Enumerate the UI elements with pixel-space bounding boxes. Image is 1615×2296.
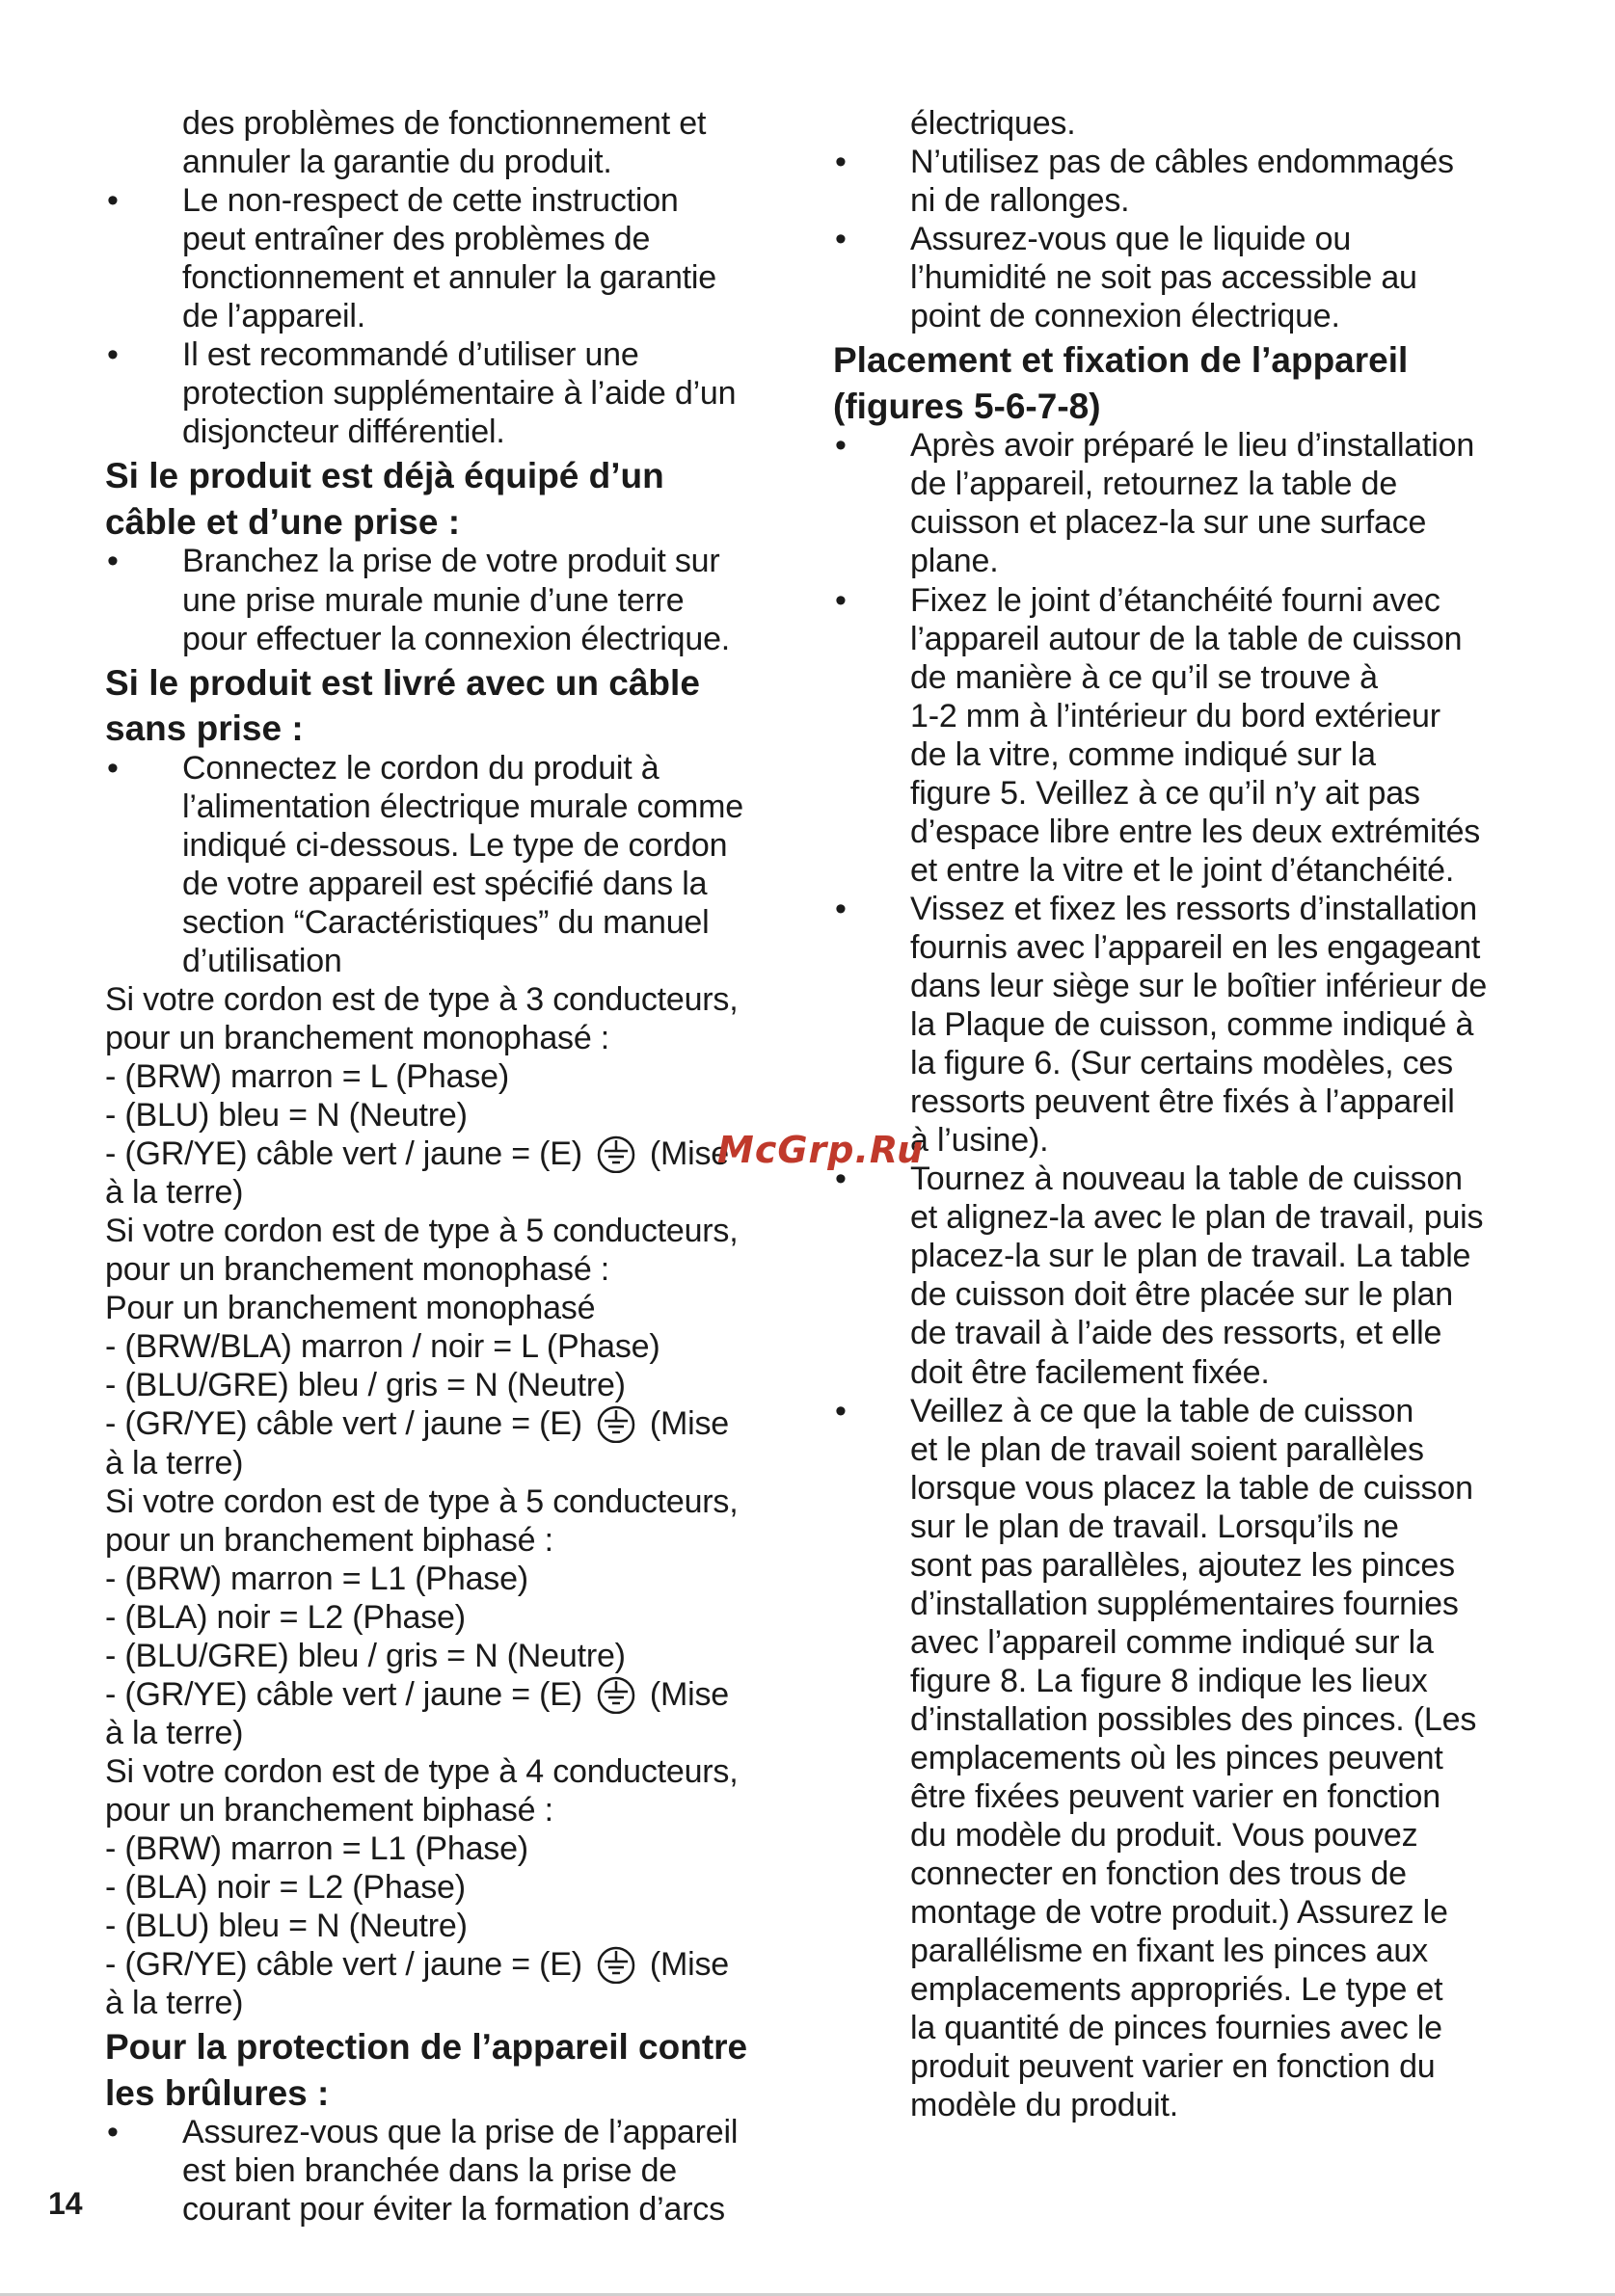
- text-line: [182, 2151, 677, 2190]
- line-text: la figure 6. (Sur certains modèles, ces: [910, 1045, 1453, 1082]
- text-line: [910, 1546, 1455, 1585]
- text-line: [182, 865, 707, 903]
- line-text: - (BRW) marron = L1 (Phase): [105, 1830, 528, 1867]
- line-text: Pour la protection de l’appareil contre: [105, 2027, 748, 2068]
- text-line: [910, 851, 1454, 890]
- text-line: [105, 1637, 626, 1675]
- line-text: l’appareil autour de la table de cuisson: [910, 620, 1463, 657]
- text-line: [182, 297, 365, 335]
- text-line: [910, 1932, 1428, 1970]
- line-text: les brûlures :: [105, 2072, 330, 2113]
- text-line: [105, 1560, 528, 1598]
- line-text: Si votre cordon est de type à 4 conducteurs,: [105, 1752, 739, 1790]
- line-text: Tournez à nouveau la table de cuisson: [910, 1161, 1463, 1198]
- line-text: connecter en fonction des trous de: [910, 1855, 1407, 1893]
- text-line: [105, 1791, 553, 1829]
- line-text: de manière à ce qu’il se trouve à: [910, 658, 1378, 696]
- line-text: Si votre cordon est de type à 3 conducteurs,: [105, 980, 739, 1018]
- bullet-marker: •: [835, 427, 847, 465]
- line-text: la Plaque de cuisson, comme indiqué à: [910, 1006, 1474, 1044]
- text-line: [182, 749, 659, 788]
- bullet-marker: •: [107, 543, 119, 580]
- text-line: [910, 813, 1480, 851]
- text-line: [910, 1816, 1417, 1855]
- text-line: [910, 1893, 1448, 1932]
- line-text: annuler la garantie du produit.: [182, 144, 612, 181]
- text-line: [910, 1314, 1441, 1352]
- line-text: Placement et fixation de l’appareil: [833, 340, 1409, 381]
- text-line: [910, 620, 1462, 658]
- line-text: emplacements où les pinces peuvent: [910, 1740, 1443, 1776]
- text-line: [105, 1675, 729, 1714]
- line-text: montage de votre produit.) Assurez le: [910, 1894, 1448, 1932]
- line-text: point de connexion électrique.: [910, 298, 1340, 335]
- line-text: protection supplémentaire à l’aide d’un: [182, 375, 737, 413]
- text-line: [182, 903, 710, 942]
- line-text: doit être facilement fixée.: [910, 1353, 1270, 1391]
- line-text: à la terre): [105, 1985, 244, 2022]
- line-text: ressorts peuvent être fixés à l’appareil: [910, 1083, 1455, 1121]
- text-line: [182, 413, 505, 451]
- section-heading: [105, 501, 460, 544]
- text-line: [105, 1135, 729, 1173]
- text-line: [910, 1121, 1048, 1160]
- bullet-marker: •: [107, 749, 119, 787]
- text-line: [910, 1469, 1473, 1508]
- text-line: [105, 1212, 738, 1250]
- line-text-after-symbol: (Mise: [649, 1135, 729, 1173]
- bullet-marker: •: [107, 2114, 119, 2151]
- line-text: Fixez le joint d’étanchéité fourni avec: [910, 581, 1440, 619]
- text-line: [910, 1623, 1434, 1662]
- text-line: [910, 1237, 1470, 1275]
- line-text: - (BLU/GRE) bleu / gris = N (Neutre): [105, 1637, 626, 1674]
- text-line: [910, 581, 1440, 620]
- line-text: Si le produit est déjà équipé d’un: [105, 456, 664, 496]
- line-text: de votre appareil est spécifié dans la: [182, 865, 708, 902]
- line-text: peut entraîner des problèmes de: [182, 221, 651, 258]
- text-line: [105, 1521, 553, 1560]
- text-line: [910, 1275, 1453, 1314]
- line-text: de l’appareil.: [182, 298, 365, 335]
- text-line: [182, 2113, 738, 2151]
- text-line: [105, 1289, 595, 1327]
- text-line: [105, 1907, 468, 1945]
- text-line: [182, 258, 716, 297]
- line-text: pour un branchement biphasé :: [105, 1521, 553, 1559]
- bullet-marker: •: [835, 1161, 847, 1198]
- line-text: avec l’appareil comme indiqué sur la: [910, 1623, 1434, 1661]
- line-text: est bien branchée dans la prise de: [182, 2152, 677, 2190]
- line-text: Si le produit est livré avec un câble: [105, 662, 700, 703]
- line-text-after-symbol: (Mise: [649, 1946, 729, 1984]
- line-text: pour un branchement monophasé :: [105, 1251, 610, 1289]
- text-line: [910, 1005, 1473, 1044]
- text-line: [910, 104, 1075, 143]
- text-line: [910, 542, 998, 580]
- text-line: [910, 1508, 1399, 1546]
- line-text: et le plan de travail soient parallèles: [910, 1430, 1424, 1468]
- ground-symbol-icon: [594, 1135, 638, 1173]
- line-text: - (BLA) noir = L2 (Phase): [105, 1869, 466, 1907]
- line-text: disjoncteur différentiel.: [182, 414, 505, 451]
- line-text: produit peuvent varier en fonction du: [910, 2048, 1436, 2086]
- line-text: électriques.: [910, 105, 1076, 142]
- text-line: [910, 181, 1129, 220]
- line-text-after-symbol: (Mise: [649, 1675, 729, 1713]
- line-text: pour un branchement monophasé :: [105, 1019, 610, 1056]
- line-text: Après avoir préparé le lieu d’installation: [910, 427, 1475, 465]
- bullet-marker: •: [107, 182, 119, 220]
- text-line: [105, 1444, 243, 1482]
- line-text: modèle du produit.: [910, 2087, 1179, 2124]
- line-text: sans prise :: [105, 708, 304, 749]
- line-text: à la terre): [105, 1174, 244, 1212]
- text-line: [910, 735, 1376, 774]
- text-line: [105, 1096, 468, 1135]
- text-line: [105, 1019, 609, 1057]
- section-heading: [833, 339, 1408, 382]
- text-line: [182, 181, 679, 220]
- text-line: [182, 581, 684, 620]
- text-line: [910, 258, 1417, 297]
- text-line: [182, 788, 743, 826]
- line-text: - (BLU/GRE) bleu / gris = N (Neutre): [105, 1367, 626, 1404]
- line-text: et alignez-la avec le plan de travail, puis: [910, 1199, 1484, 1237]
- text-line: [105, 1057, 509, 1096]
- ground-symbol-icon: [594, 1945, 638, 1984]
- line-text: - (GR/YE) câble vert / jaune = (E): [105, 1946, 582, 1984]
- line-text: ni de rallonges.: [910, 182, 1130, 220]
- line-text: pour un branchement biphasé :: [105, 1791, 553, 1829]
- bullet-marker: •: [835, 144, 847, 181]
- line-text: d’espace libre entre les deux extrémités: [910, 813, 1481, 850]
- line-text: câble et d’une prise :: [105, 501, 461, 542]
- line-text: Si votre cordon est de type à 5 conducteurs,: [105, 1213, 739, 1250]
- line-text: Branchez la prise de votre produit sur: [182, 543, 720, 580]
- section-heading: [833, 386, 1101, 428]
- text-line: [182, 942, 342, 980]
- line-text: figure 5. Veillez à ce qu’il n’y ait pas: [910, 774, 1420, 812]
- ground-symbol-icon: [594, 1404, 638, 1443]
- line-text: l’alimentation électrique murale comme: [182, 788, 743, 825]
- line-text: - (BLU) bleu = N (Neutre): [105, 1908, 468, 1945]
- line-text: courant pour éviter la formation d’arcs: [182, 2191, 725, 2229]
- text-line: [910, 890, 1477, 928]
- text-line: [105, 1327, 660, 1366]
- text-line: [182, 620, 730, 658]
- text-line: [910, 426, 1474, 465]
- line-text: figure 8. La figure 8 indique les lieux: [910, 1662, 1428, 1699]
- line-text: pour effectuer la connexion électrique.: [182, 620, 731, 657]
- line-text: emplacements appropriés. Le type et: [910, 1971, 1443, 2009]
- text-line: [182, 335, 639, 374]
- line-text: une prise murale munie d’une terre: [182, 581, 685, 619]
- line-text: placez-la sur le plan de travail. La table: [910, 1238, 1471, 1275]
- line-text: de cuisson doit être placée sur le plan: [910, 1276, 1453, 1314]
- line-text: Le non-respect de cette instruction: [182, 182, 679, 220]
- line-text: des problèmes de fonctionnement et: [182, 105, 707, 142]
- text-line: [910, 1855, 1407, 1893]
- text-line: [910, 503, 1426, 542]
- line-text: cuisson et placez-la sur une surface: [910, 504, 1427, 542]
- line-text: d’installation supplémentaires fournies: [910, 1585, 1459, 1622]
- text-line: [182, 104, 706, 143]
- text-line: [105, 1250, 609, 1289]
- page-number: 14: [48, 2186, 83, 2221]
- text-line: [910, 2086, 1178, 2124]
- line-text: section “Caractéristiques” du manuel: [182, 903, 710, 941]
- line-text: - (BRW/BLA) marron / noir = L (Phase): [105, 1328, 660, 1366]
- text-line: [910, 774, 1420, 813]
- line-text: Il est recommandé d’utiliser une: [182, 336, 639, 374]
- line-text: sur le plan de travail. Lorsqu’ils ne: [910, 1508, 1399, 1545]
- line-text: d’utilisation: [182, 942, 342, 979]
- text-line: [910, 297, 1340, 335]
- text-line: [105, 1173, 243, 1212]
- line-text: de la vitre, comme indiqué sur la: [910, 735, 1376, 773]
- line-text: Assurez-vous que la prise de l’appareil: [182, 2114, 739, 2151]
- text-line: [182, 220, 650, 258]
- line-text: lorsque vous placez la table de cuisson: [910, 1469, 1473, 1507]
- ground-symbol-icon: [594, 1675, 638, 1714]
- line-text: et entre la vitre et le joint d’étanchéité.: [910, 851, 1455, 889]
- line-text: fournis avec l’appareil en les engageant: [910, 928, 1481, 966]
- line-text: - (GR/YE) câble vert / jaune = (E): [105, 1135, 582, 1173]
- line-text: - (BRW) marron = L (Phase): [105, 1058, 509, 1095]
- line-text: parallélisme en fixant les pinces aux: [910, 1933, 1428, 1970]
- text-line: [910, 1970, 1442, 2009]
- line-text: Veillez à ce que la table de cuisson: [910, 1392, 1414, 1429]
- line-text: de l’appareil, retournez la table de: [910, 466, 1398, 503]
- text-line: [910, 2047, 1436, 2086]
- line-text: - (GR/YE) câble vert / jaune = (E): [105, 1405, 582, 1443]
- line-text: fonctionnement et annuler la garantie: [182, 259, 716, 297]
- text-line: [105, 1404, 729, 1443]
- line-text: 1-2 mm à l’intérieur du bord extérieur: [910, 697, 1440, 734]
- text-line: [105, 1868, 466, 1907]
- text-line: [105, 1714, 243, 1752]
- bullet-marker: •: [835, 1392, 847, 1429]
- text-line: [910, 1739, 1443, 1777]
- watermark: McGrp.Ru: [717, 1129, 925, 1171]
- text-line: [182, 542, 719, 580]
- text-line: [105, 1945, 729, 1984]
- line-text: Pour un branchement monophasé: [105, 1290, 596, 1327]
- text-line: [910, 220, 1351, 258]
- section-heading: [105, 455, 664, 497]
- bullet-marker: •: [835, 890, 847, 927]
- text-line: [105, 1482, 738, 1521]
- section-heading: [105, 2072, 329, 2115]
- text-line: [910, 465, 1397, 503]
- line-text: à la terre): [105, 1714, 244, 1751]
- text-line: [910, 1198, 1483, 1237]
- text-line: [105, 1598, 466, 1637]
- section-heading: [105, 707, 304, 750]
- line-text: à l’usine).: [910, 1122, 1049, 1160]
- line-text: plane.: [910, 543, 999, 580]
- text-line: [910, 1082, 1455, 1121]
- text-line: [910, 1044, 1453, 1082]
- bullet-marker: •: [835, 221, 847, 258]
- text-line: [182, 2190, 725, 2229]
- line-text: N’utilisez pas de câbles endommagés: [910, 144, 1454, 181]
- line-text: indiqué ci-dessous. Le type de cordon: [182, 826, 728, 864]
- line-text: de travail à l’aide des ressorts, et elle: [910, 1315, 1442, 1352]
- text-line: [910, 143, 1454, 181]
- text-line: [182, 143, 612, 181]
- text-line: [910, 1430, 1424, 1469]
- text-line: [910, 1392, 1413, 1430]
- line-text: être fixées peuvent varier en fonction: [910, 1778, 1440, 1816]
- line-text: Si votre cordon est de type à 5 conducteurs,: [105, 1482, 739, 1520]
- line-text-after-symbol: (Mise: [649, 1405, 729, 1443]
- text-line: [182, 374, 736, 413]
- text-line: [910, 1662, 1428, 1700]
- line-text: dans leur siège sur le boîtier inférieur de: [910, 968, 1488, 1004]
- text-line: [105, 1829, 528, 1868]
- text-line: [910, 1353, 1270, 1392]
- text-line: [105, 1366, 626, 1404]
- line-text: Assurez-vous que le liquide ou: [910, 221, 1352, 258]
- section-heading: [105, 662, 700, 705]
- text-line: [910, 1700, 1476, 1739]
- text-line: [910, 658, 1378, 697]
- text-line: [910, 928, 1480, 967]
- line-text: (figures 5-6-7-8): [833, 386, 1101, 426]
- text-line: [910, 2009, 1442, 2047]
- line-text: - (GR/YE) câble vert / jaune = (E): [105, 1675, 582, 1713]
- text-line: [105, 1984, 243, 2022]
- text-line: [910, 1160, 1463, 1198]
- line-text: - (BRW) marron = L1 (Phase): [105, 1560, 528, 1597]
- line-text: du modèle du produit. Vous pouvez: [910, 1817, 1418, 1855]
- line-text: Vissez et fixez les ressorts d’installation: [910, 890, 1477, 927]
- bullet-marker: •: [107, 336, 119, 374]
- bullet-marker: •: [835, 581, 847, 619]
- text-line: [105, 1752, 738, 1791]
- line-text: - (BLA) noir = L2 (Phase): [105, 1598, 466, 1636]
- text-line: [105, 980, 738, 1019]
- text-line: [910, 1585, 1459, 1623]
- line-text: la quantité de pinces fournies avec le: [910, 2010, 1442, 2047]
- line-text: l’humidité ne soit pas accessible au: [910, 259, 1417, 297]
- line-text: sont pas parallèles, ajoutez les pinces: [910, 1546, 1455, 1584]
- section-heading: [105, 2026, 747, 2069]
- line-text: à la terre): [105, 1444, 244, 1482]
- text-line: [182, 826, 727, 865]
- line-text: - (BLU) bleu = N (Neutre): [105, 1097, 468, 1135]
- text-line: [910, 1777, 1440, 1816]
- text-line: [910, 967, 1487, 1005]
- line-text: d’installation possibles des pinces. (Les: [910, 1700, 1477, 1738]
- line-text: Connectez le cordon du produit à: [182, 749, 659, 787]
- text-line: [910, 697, 1440, 735]
